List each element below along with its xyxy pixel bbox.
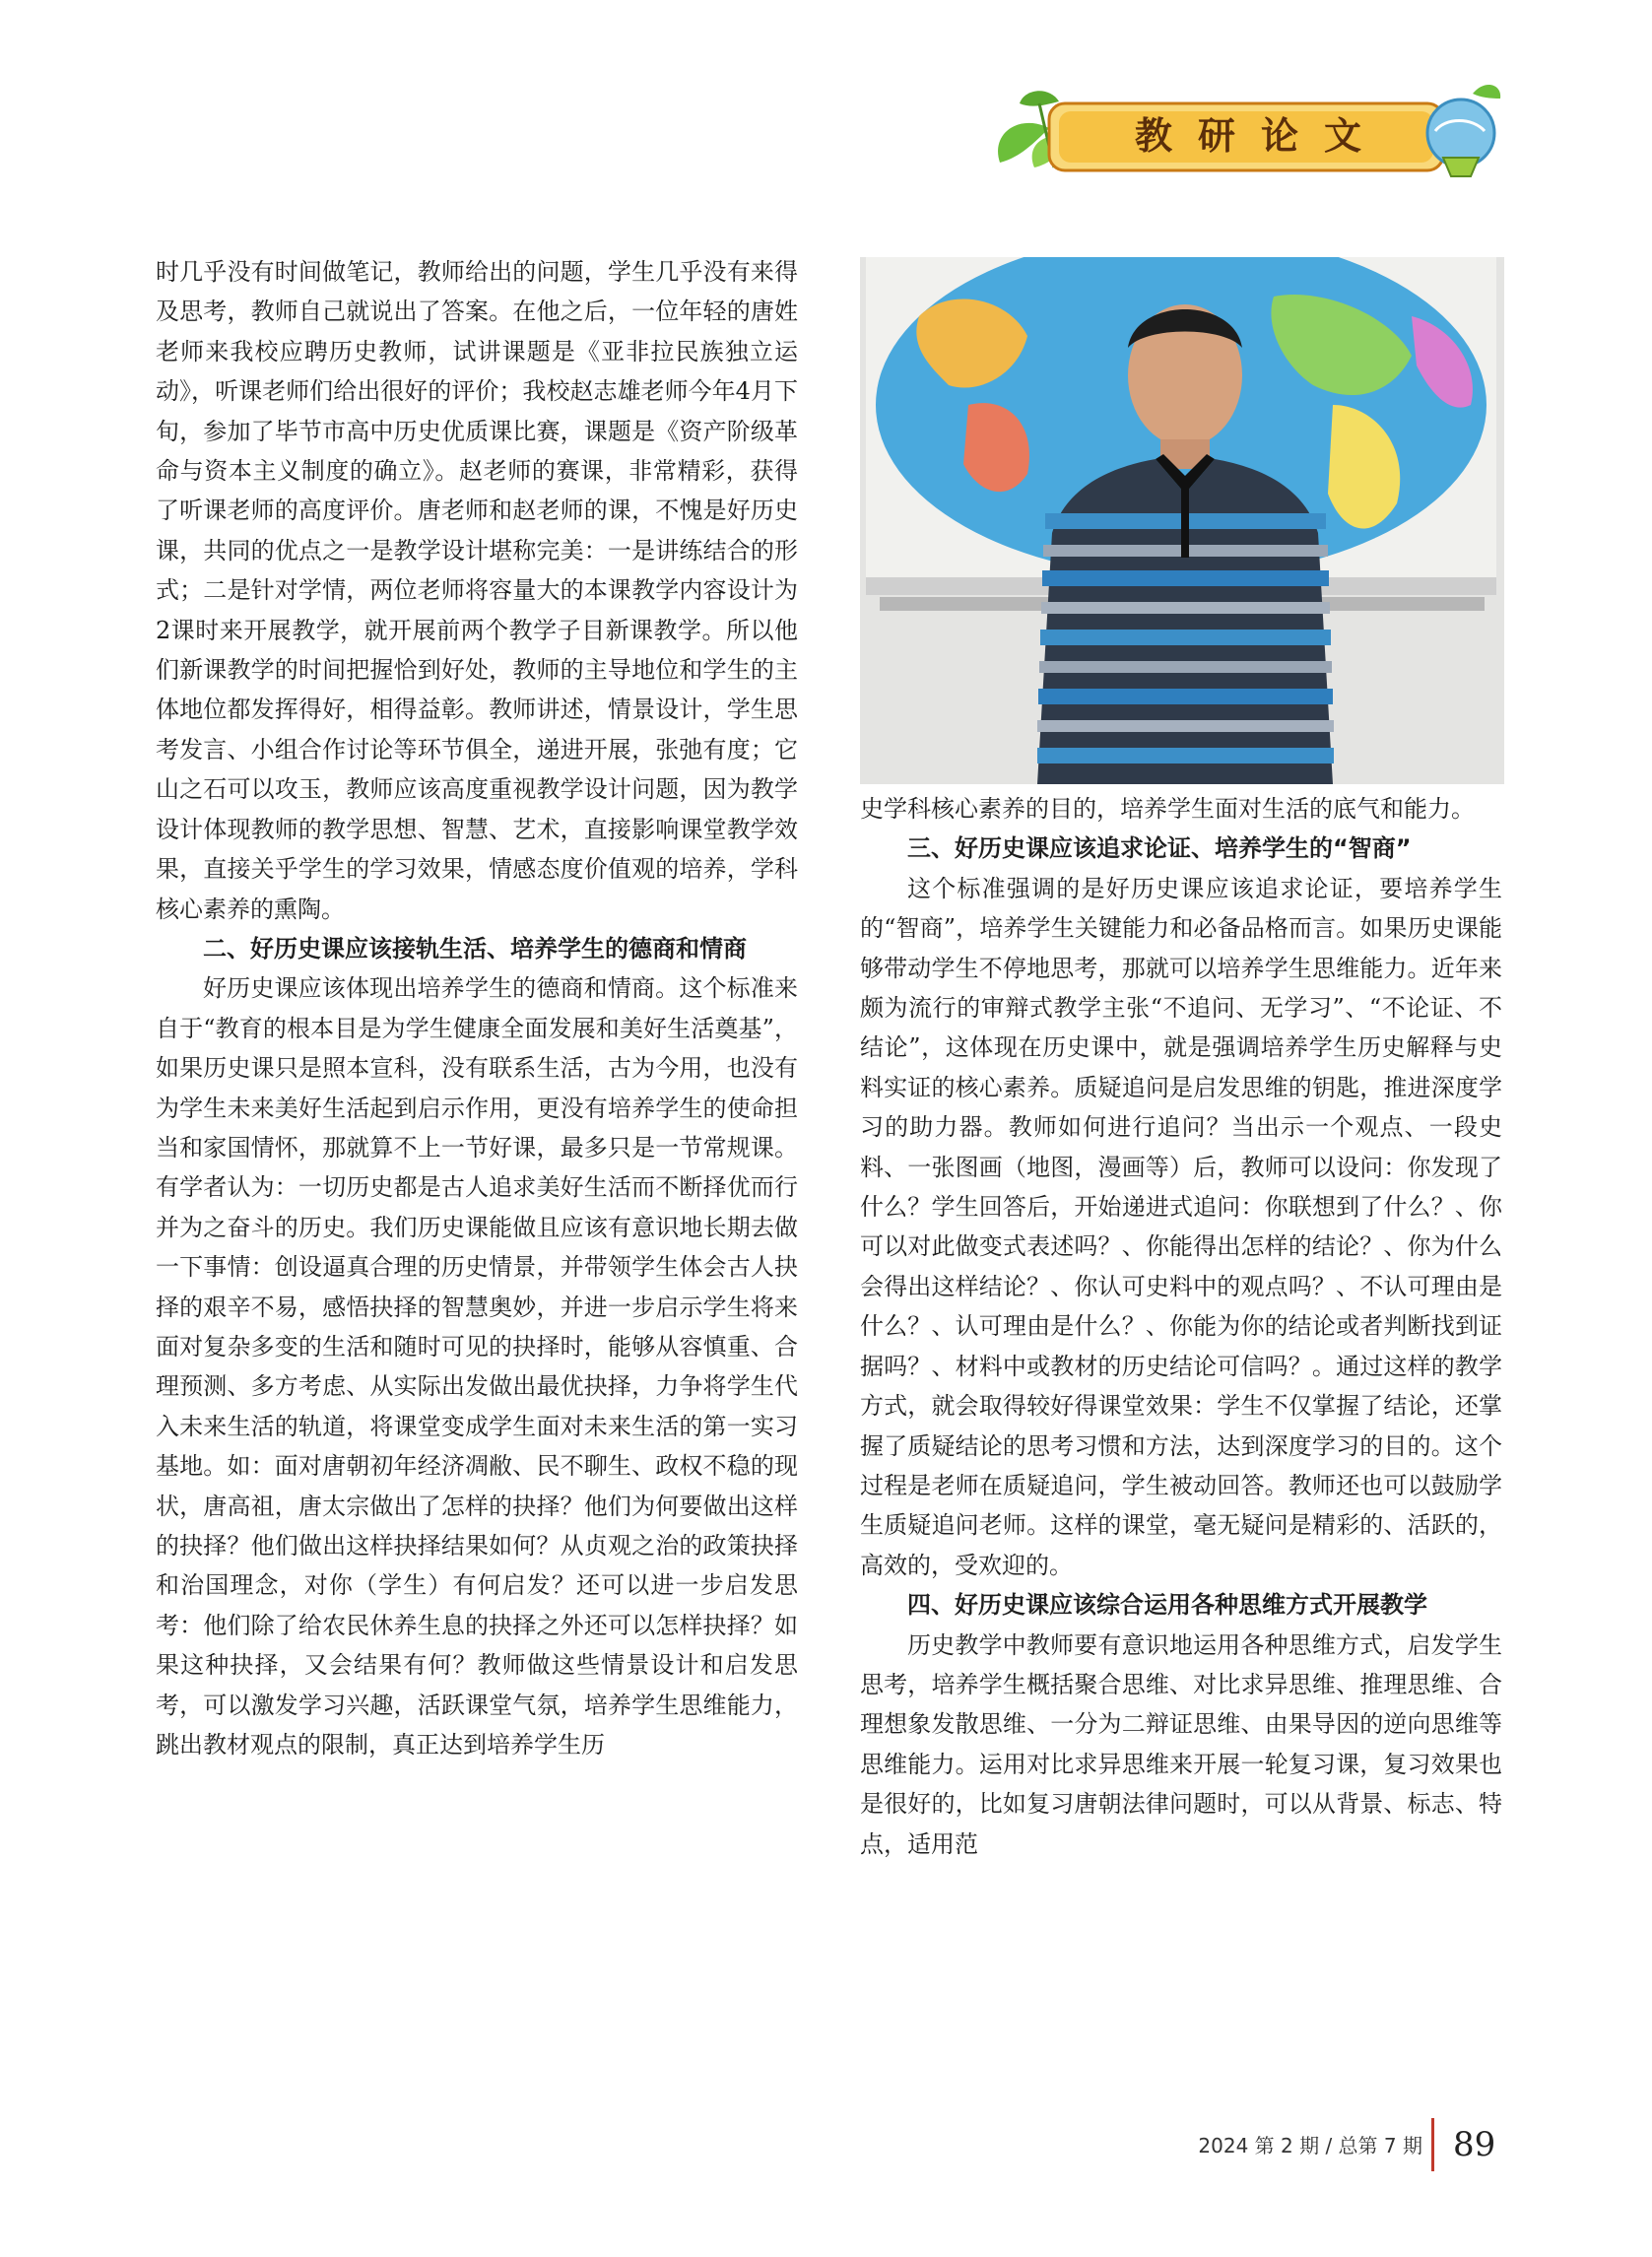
teacher-photo xyxy=(860,257,1504,784)
right-column xyxy=(860,789,1502,1864)
section-title: 教研论文 xyxy=(1134,114,1387,158)
teacher-photo-image xyxy=(860,257,1504,784)
paragraph-2: 好历史课应该体现出培养学生的德商和情商。这个标准来自于“教育的根本目是为学生健康全面发展和美好生活奠基”，如果历史课只是照本宣科，没有联系生活，古为今用，也没有为学生未来美好生活起到启示作用，更没有培养学生的使命担当和家国情怀，那就算不上一节好课，最多只是一节常规课。有学者认为：一切历史都是古人追求美好生活而不断择优而行并为之奋斗的历史。我们历史课能做且应该有意识地长期去做一下事情：创设逼真合理的历史情景，并带领学生体会古人抉择的艰辛不易，感悟抉择的智慧奥妙，并进一步启示学生将来面对复杂多变的生活和随时可见的抉择时，能够从容慎重、合理预测、多方考虑、从实际出发做出最优抉择，力争将学生代入未来生活的轨道，将课堂变成学生面对未来生活的第一实习基地。如：面对唐朝初年经济凋敝、民不聊生、政权不稳的现状，唐高祖，唐太宗做出了怎样的抉择？他们为何要做出这样的抉择？他们做出这样抉择结果如何？从贞观之治的政策抉择和治国理念，对你（学生）有何启发？还可以进一步启发思考：他们除了给农民休养生息的抉择之外还可以怎样抉择？如果这种抉择，又会结果有何？教师做这些情景设计和启发思考，可以激发学习兴趣，活跃课堂气氛，培养学生思维能力，跳出教材观点的限制，真正达到培养学生历 xyxy=(156,974,798,1759)
section-banner xyxy=(980,74,1512,192)
page-number: 89 xyxy=(1453,2125,1496,2164)
paragraph-4: 历史教学中教师要有意识地运用各种思维方式，启发学生思考，培养学生概括聚合思维、对比求异思维、推理思维、合理想象发散思维、一分为二辩证思维、由果导因的逆向思维等思维能力。运用对比求异思维来开展一轮复习课，复习效果也是很好的，比如复习唐朝法律问题时，可以从背景、标志、特点，适用范 xyxy=(860,1630,1502,1858)
section-heading-4: 四、好历史课应该综合运用各种思维方式开展教学 xyxy=(907,1591,1427,1620)
paragraph-3: 这个标准强调的是好历史课应该追求论证，要培养学生的“智商”，培养学生关键能力和必备品格而言。如果历史课能够带动学生不停地思考，那就可以培养学生思维能力。近年来颇为流行的审辩式教学主张“不追问、无学习”、“不论证、不结论”，这体现在历史课中，就是强调培养学生历史解释与史料实证的核心素养。质疑追问是启发思维的钥匙，推进深度学习的助力器。教师如何进行追问？当出示一个观点、一段史料、一张图画（地图，漫画等）后，教师可以设问：你发现了什么？学生回答后，开始递进式追问：你联想到了什么？、你可以对此做变式表述吗？、你能得出怎样的结论？、你为什么会得出这样结论？、你认可史料中的观点吗？、不认可理由是什么？、认可理由是什么？、你能为你的结论或者判断找到证据吗？、材料中或教材的历史结论可信吗？。通过这样的教学方式，就会取得较好得课堂效果：学生不仅掌握了结论，还掌握了质疑结论的思考习惯和方法，达到深度学习的目的。这个过程是老师在质疑追问，学生被动回答。教师还也可以鼓励学生质疑追问老师。这样的课堂，毫无疑问是精彩的、活跃的，高效的，受欢迎的。 xyxy=(860,874,1502,1579)
intro-paragraph: 时几乎没有时间做笔记，教师给出的问题，学生几乎没有来得及思考，教师自己就说出了答案。在他之后，一位年轻的唐姓老师来我校应聘历史教师，试讲课题是《亚非拉民族独立运动》，听课老师们给出很好的评价；我校赵志雄老师今年4月下旬，参加了毕节市高中历史优质课比赛，课题是《资产阶级革命与资本主义制度的确立》。赵老师的赛课，非常精彩，获得了听课老师的高度评价。唐老师和赵老师的课，不愧是好历史课，共同的优点之一是教学设计堪称完美：一是讲练结合的形式；二是针对学情，两位老师将容量大的本课教学内容设计为2课时来开展教学，就开展前两个教学子目新课教学。所以他们新课教学的时间把握恰到好处，教师的主导地位和学生的主体地位都发挥得好，相得益彰。教师讲述，情景设计，学生思考发言、小组合作讨论等环节俱全，递进开展，张弛有度；它山之石可以攻玉，教师应该高度重视教学设计问题，因为教学设计体现教师的教学思想、智慧、艺术，直接影响课堂教学效果，直接关乎学生的学习效果，情感态度价值观的培养，学科核心素养的熏陶。 xyxy=(156,258,798,923)
section-heading-2: 二、好历史课应该接轨生活、培养学生的德商和情商 xyxy=(203,934,747,963)
left-column xyxy=(156,252,798,1764)
continued-paragraph: 史学科核心素养的目的，培养学生面对生活的底气和能力。 xyxy=(860,795,1475,823)
footer-divider xyxy=(1431,2118,1434,2171)
section-heading-3: 三、好历史课应该追求论证、培养学生的“智商” xyxy=(907,834,1412,863)
issue-info: 2024 第 2 期 / 总第 7 期 xyxy=(1198,2134,1422,2157)
